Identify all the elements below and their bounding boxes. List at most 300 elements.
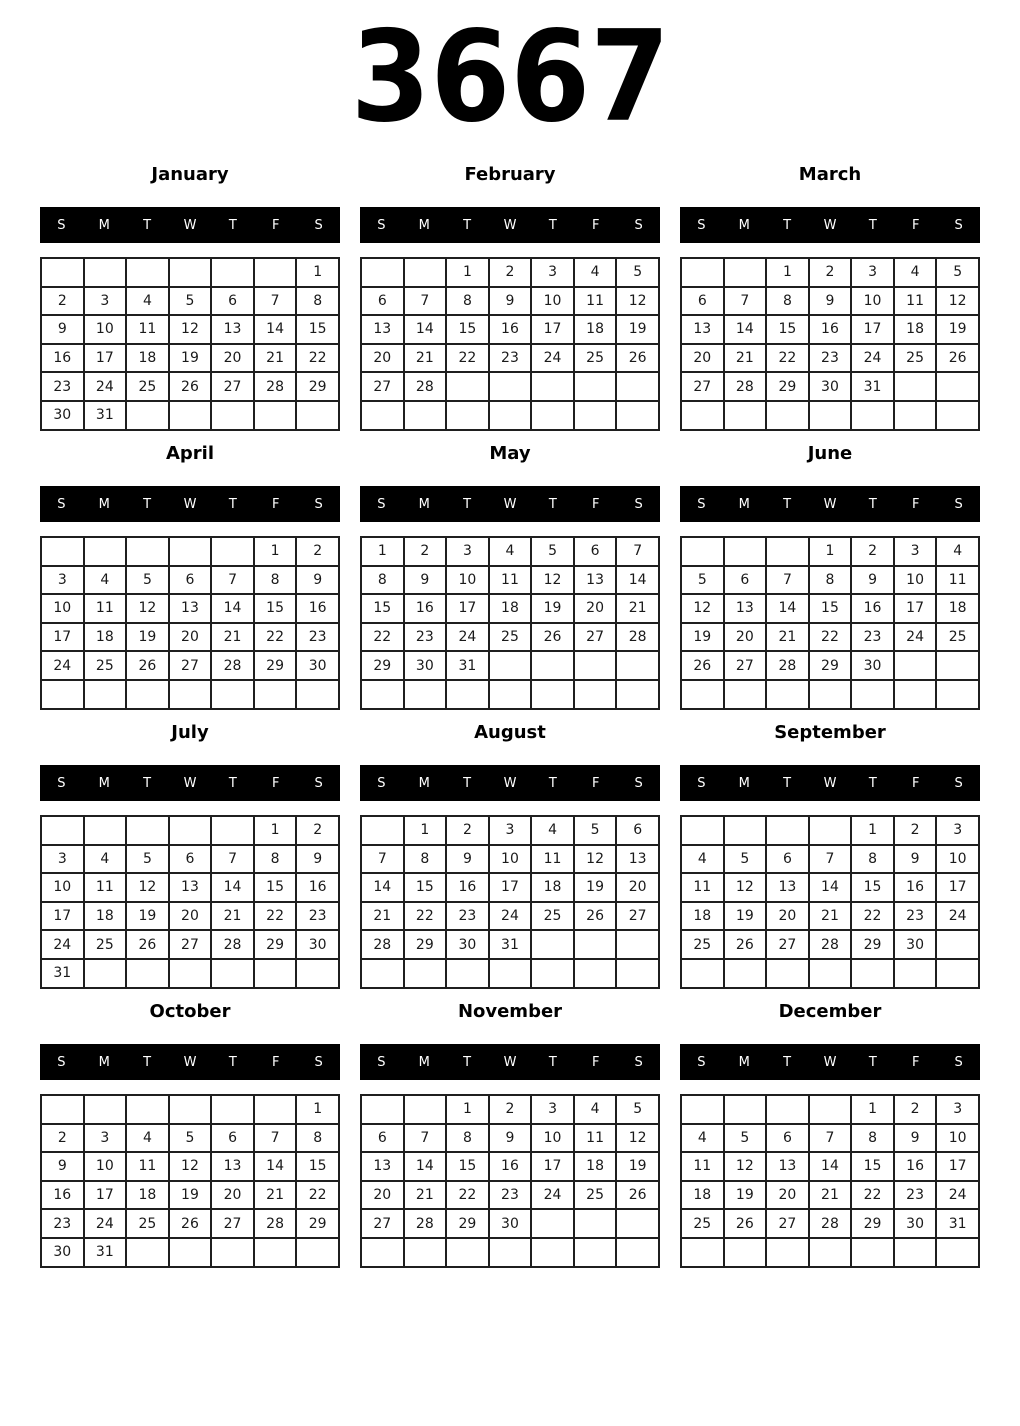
day-cell: 8 [809, 566, 852, 595]
empty-day-cell [766, 1095, 809, 1124]
empty-day-cell [84, 1095, 127, 1124]
weekday-label: S [954, 775, 963, 791]
week-row [681, 651, 979, 680]
empty-day-cell [404, 1095, 447, 1124]
empty-day-cell [724, 959, 767, 988]
weekday-label: F [271, 775, 280, 791]
day-cell: 10 [41, 873, 84, 902]
weekday-label: S [314, 217, 323, 233]
day-cell: 28 [809, 1209, 852, 1238]
weekday-label: W [503, 217, 517, 233]
day-cell: 5 [126, 566, 169, 595]
day-cell: 22 [766, 344, 809, 373]
day-cell: 19 [616, 315, 659, 344]
day-cell: 17 [446, 594, 489, 623]
week-row [681, 372, 979, 401]
day-cell: 17 [41, 623, 84, 652]
day-cell: 18 [126, 1181, 169, 1210]
month-title-april: April [165, 443, 215, 464]
week-row [41, 594, 339, 623]
weekday-label: M [418, 1054, 430, 1070]
week-row [361, 816, 659, 845]
day-cell: 11 [84, 873, 127, 902]
day-cell: 23 [296, 902, 339, 931]
day-cell: 19 [169, 344, 212, 373]
day-cell: 18 [489, 594, 532, 623]
day-cell: 13 [766, 873, 809, 902]
day-cell: 4 [84, 845, 127, 874]
week-row [361, 1209, 659, 1238]
weekday-label: T [548, 1054, 557, 1070]
day-cell: 25 [681, 1209, 724, 1238]
day-cell: 15 [254, 873, 297, 902]
month-days-table [360, 815, 660, 989]
empty-day-cell [766, 959, 809, 988]
empty-day-cell [41, 537, 84, 566]
day-cell: 11 [894, 287, 937, 316]
weekday-label: S [57, 1054, 66, 1070]
empty-day-cell [681, 816, 724, 845]
day-cell: 15 [404, 873, 447, 902]
empty-day-cell [681, 401, 724, 430]
day-cell: 26 [126, 930, 169, 959]
day-cell: 14 [404, 1152, 447, 1181]
day-cell: 25 [126, 1209, 169, 1238]
weekday-label: M [738, 217, 750, 233]
day-cell: 15 [254, 594, 297, 623]
year-title-text: 3667 [350, 3, 670, 150]
empty-day-cell [936, 401, 979, 430]
day-cell: 15 [446, 315, 489, 344]
empty-day-cell [169, 680, 212, 709]
day-cell: 29 [254, 930, 297, 959]
day-cell: 17 [84, 344, 127, 373]
month-block-september [680, 713, 980, 992]
day-cell: 1 [809, 537, 852, 566]
empty-day-cell [211, 258, 254, 287]
day-cell: 30 [894, 1209, 937, 1238]
empty-day-cell [574, 680, 617, 709]
weekday-label: M [98, 1054, 110, 1070]
day-cell: 30 [894, 930, 937, 959]
day-cell: 26 [574, 902, 617, 931]
week-row [681, 258, 979, 287]
weekday-label: T [548, 217, 557, 233]
day-cell: 17 [41, 902, 84, 931]
day-cell: 28 [766, 651, 809, 680]
day-cell: 29 [404, 930, 447, 959]
day-cell: 22 [851, 902, 894, 931]
weekday-label: T [228, 1054, 237, 1070]
empty-day-cell [211, 959, 254, 988]
week-row [361, 258, 659, 287]
empty-day-cell [616, 930, 659, 959]
month-title-november: November [457, 1001, 563, 1022]
weekday-label: W [823, 775, 837, 791]
empty-day-cell [616, 680, 659, 709]
weekday-label: S [57, 496, 66, 512]
day-cell: 28 [724, 372, 767, 401]
day-cell: 15 [809, 594, 852, 623]
day-cell: 30 [809, 372, 852, 401]
empty-day-cell [489, 680, 532, 709]
day-cell: 9 [489, 287, 532, 316]
empty-day-cell [254, 1238, 297, 1267]
empty-day-cell [936, 1238, 979, 1267]
day-cell: 6 [574, 537, 617, 566]
day-cell: 27 [211, 372, 254, 401]
day-cell: 27 [169, 930, 212, 959]
day-cell: 10 [446, 566, 489, 595]
day-cell: 28 [211, 651, 254, 680]
day-cell: 14 [254, 315, 297, 344]
day-cell: 28 [809, 930, 852, 959]
day-cell: 9 [894, 1124, 937, 1153]
weekday-header-row [360, 1044, 660, 1080]
week-row [41, 401, 339, 430]
empty-day-cell [724, 537, 767, 566]
month-title-july: July [171, 722, 209, 743]
day-cell: 15 [766, 315, 809, 344]
weekday-label: S [954, 496, 963, 512]
day-cell: 25 [574, 1181, 617, 1210]
weekday-label: S [314, 1054, 323, 1070]
day-cell: 11 [531, 845, 574, 874]
day-cell: 3 [489, 816, 532, 845]
day-cell: 13 [169, 873, 212, 902]
empty-day-cell [254, 401, 297, 430]
weekday-label: M [98, 496, 110, 512]
day-cell: 22 [446, 1181, 489, 1210]
week-row [361, 537, 659, 566]
day-cell: 30 [404, 651, 447, 680]
day-cell: 18 [681, 1181, 724, 1210]
empty-day-cell [531, 930, 574, 959]
day-cell: 5 [724, 845, 767, 874]
day-cell: 7 [404, 287, 447, 316]
day-cell: 12 [681, 594, 724, 623]
day-cell: 4 [574, 1095, 617, 1124]
day-cell: 5 [169, 287, 212, 316]
day-cell: 23 [41, 372, 84, 401]
day-cell: 7 [211, 845, 254, 874]
week-row [361, 372, 659, 401]
empty-day-cell [936, 372, 979, 401]
empty-day-cell [681, 258, 724, 287]
day-cell: 30 [41, 1238, 84, 1267]
day-cell: 19 [936, 315, 979, 344]
day-cell: 26 [724, 1209, 767, 1238]
day-cell: 20 [361, 344, 404, 373]
month-title-september: September [774, 722, 886, 743]
day-cell: 24 [446, 623, 489, 652]
day-cell: 6 [211, 287, 254, 316]
empty-day-cell [41, 680, 84, 709]
day-cell: 21 [766, 623, 809, 652]
day-cell: 23 [894, 1181, 937, 1210]
day-cell: 5 [724, 1124, 767, 1153]
day-cell: 12 [574, 845, 617, 874]
empty-day-cell [574, 1209, 617, 1238]
day-cell: 25 [126, 372, 169, 401]
empty-day-cell [361, 816, 404, 845]
day-cell: 12 [616, 287, 659, 316]
week-row [41, 680, 339, 709]
week-row [681, 930, 979, 959]
empty-day-cell [894, 1238, 937, 1267]
month-block-march [680, 155, 980, 434]
empty-day-cell [361, 1238, 404, 1267]
week-row [41, 816, 339, 845]
day-cell: 14 [361, 873, 404, 902]
day-cell: 7 [616, 537, 659, 566]
day-cell: 20 [211, 344, 254, 373]
day-cell: 20 [616, 873, 659, 902]
empty-day-cell [574, 401, 617, 430]
day-cell: 8 [851, 845, 894, 874]
day-cell: 30 [296, 930, 339, 959]
day-cell: 3 [851, 258, 894, 287]
month-block-november [360, 992, 660, 1271]
day-cell: 7 [211, 566, 254, 595]
day-cell: 22 [404, 902, 447, 931]
day-cell: 15 [296, 1152, 339, 1181]
day-cell: 12 [126, 594, 169, 623]
day-cell: 27 [361, 1209, 404, 1238]
weekday-label: S [377, 496, 386, 512]
day-cell: 23 [41, 1209, 84, 1238]
week-row [361, 623, 659, 652]
day-cell: 24 [84, 372, 127, 401]
month-block-january [40, 155, 340, 434]
day-cell: 28 [254, 372, 297, 401]
weekday-label: S [57, 775, 66, 791]
day-cell: 29 [766, 372, 809, 401]
day-cell: 25 [936, 623, 979, 652]
week-row [681, 902, 979, 931]
weekday-label: S [634, 1054, 643, 1070]
weekday-label: T [783, 217, 792, 233]
week-row [361, 930, 659, 959]
empty-day-cell [84, 816, 127, 845]
day-cell: 14 [809, 1152, 852, 1181]
month-title-may: May [489, 443, 531, 464]
day-cell: 18 [936, 594, 979, 623]
week-row [41, 1209, 339, 1238]
day-cell: 21 [211, 623, 254, 652]
day-cell: 25 [574, 344, 617, 373]
weekday-label: T [463, 1054, 472, 1070]
empty-day-cell [766, 1238, 809, 1267]
day-cell: 3 [531, 1095, 574, 1124]
day-cell: 21 [809, 902, 852, 931]
empty-day-cell [254, 959, 297, 988]
week-row [41, 873, 339, 902]
day-cell: 25 [84, 930, 127, 959]
weekday-label: W [503, 496, 517, 512]
weekday-header-row [680, 486, 980, 522]
day-cell: 16 [41, 344, 84, 373]
day-cell: 3 [531, 258, 574, 287]
week-row [41, 959, 339, 988]
day-cell: 31 [84, 1238, 127, 1267]
weekday-label: S [314, 775, 323, 791]
weekday-label: W [503, 775, 517, 791]
day-cell: 4 [574, 258, 617, 287]
week-row [41, 902, 339, 931]
day-cell: 2 [446, 816, 489, 845]
month-block-october [40, 992, 340, 1271]
day-cell: 11 [84, 594, 127, 623]
empty-day-cell [41, 816, 84, 845]
day-cell: 9 [296, 566, 339, 595]
weekday-label: S [377, 775, 386, 791]
day-cell: 1 [766, 258, 809, 287]
empty-day-cell [851, 959, 894, 988]
day-cell: 27 [724, 651, 767, 680]
weekday-label: S [57, 217, 66, 233]
day-cell: 19 [616, 1152, 659, 1181]
day-cell: 4 [84, 566, 127, 595]
weekday-label: M [738, 496, 750, 512]
day-cell: 15 [851, 1152, 894, 1181]
month-block-may [360, 434, 660, 713]
empty-day-cell [169, 959, 212, 988]
day-cell: 22 [296, 344, 339, 373]
day-cell: 16 [894, 873, 937, 902]
weekday-label: W [503, 1054, 517, 1070]
day-cell: 18 [574, 315, 617, 344]
empty-day-cell [404, 680, 447, 709]
empty-day-cell [894, 959, 937, 988]
day-cell: 3 [446, 537, 489, 566]
weekday-header-row [40, 486, 340, 522]
day-cell: 9 [446, 845, 489, 874]
week-row [361, 845, 659, 874]
day-cell: 21 [361, 902, 404, 931]
day-cell: 11 [681, 1152, 724, 1181]
week-row [41, 258, 339, 287]
day-cell: 10 [894, 566, 937, 595]
weekday-header-row [40, 1044, 340, 1080]
week-row [681, 816, 979, 845]
empty-day-cell [766, 680, 809, 709]
empty-day-cell [489, 651, 532, 680]
day-cell: 19 [531, 594, 574, 623]
day-cell: 27 [681, 372, 724, 401]
weekday-label: T [228, 775, 237, 791]
day-cell: 4 [126, 1124, 169, 1153]
empty-day-cell [681, 1095, 724, 1124]
weekday-label: S [377, 1054, 386, 1070]
day-cell: 23 [404, 623, 447, 652]
day-cell: 9 [489, 1124, 532, 1153]
empty-day-cell [809, 816, 852, 845]
day-cell: 21 [616, 594, 659, 623]
empty-day-cell [84, 680, 127, 709]
day-cell: 22 [254, 623, 297, 652]
day-cell: 14 [404, 315, 447, 344]
day-cell: 5 [936, 258, 979, 287]
week-row [41, 566, 339, 595]
weekday-label: F [591, 1054, 600, 1070]
day-cell: 4 [531, 816, 574, 845]
weekday-label: F [911, 496, 920, 512]
year-title [0, 3, 1020, 150]
day-cell: 12 [616, 1124, 659, 1153]
day-cell: 6 [361, 287, 404, 316]
weekday-label: M [418, 217, 430, 233]
empty-day-cell [361, 258, 404, 287]
day-cell: 31 [936, 1209, 979, 1238]
empty-day-cell [894, 680, 937, 709]
day-cell: 19 [681, 623, 724, 652]
weekday-header-row [680, 207, 980, 243]
weekday-label: T [548, 775, 557, 791]
day-cell: 23 [809, 344, 852, 373]
day-cell: 8 [296, 1124, 339, 1153]
weekday-label: T [463, 496, 472, 512]
day-cell: 13 [169, 594, 212, 623]
weekday-header-row [680, 1044, 980, 1080]
month-title-december: December [778, 1001, 882, 1022]
day-cell: 5 [574, 816, 617, 845]
week-row [361, 1238, 659, 1267]
day-cell: 25 [531, 902, 574, 931]
day-cell: 7 [254, 1124, 297, 1153]
day-cell: 21 [809, 1181, 852, 1210]
day-cell: 20 [211, 1181, 254, 1210]
month-days-table [40, 257, 340, 431]
day-cell: 23 [489, 344, 532, 373]
weekday-label: T [868, 217, 877, 233]
empty-day-cell [211, 1238, 254, 1267]
month-block-april [40, 434, 340, 713]
day-cell: 21 [211, 902, 254, 931]
day-cell: 8 [446, 287, 489, 316]
week-row [361, 315, 659, 344]
week-row [361, 902, 659, 931]
day-cell: 7 [254, 287, 297, 316]
day-cell: 20 [169, 623, 212, 652]
week-row [681, 594, 979, 623]
weekday-label: F [271, 217, 280, 233]
calendar-grid [0, 155, 1020, 1271]
day-cell: 8 [361, 566, 404, 595]
day-cell: 16 [489, 1152, 532, 1181]
day-cell: 2 [894, 816, 937, 845]
weekday-label: T [783, 1054, 792, 1070]
day-cell: 12 [126, 873, 169, 902]
day-cell: 27 [169, 651, 212, 680]
day-cell: 23 [894, 902, 937, 931]
day-cell: 13 [724, 594, 767, 623]
day-cell: 19 [724, 1181, 767, 1210]
empty-day-cell [404, 959, 447, 988]
empty-day-cell [254, 1095, 297, 1124]
week-row [41, 930, 339, 959]
month-title-march: March [798, 164, 862, 185]
day-cell: 7 [766, 566, 809, 595]
weekday-label: W [183, 1054, 197, 1070]
day-cell: 3 [84, 1124, 127, 1153]
empty-day-cell [126, 680, 169, 709]
day-cell: 7 [809, 845, 852, 874]
empty-day-cell [936, 651, 979, 680]
day-cell: 30 [296, 651, 339, 680]
day-cell: 9 [41, 315, 84, 344]
day-cell: 19 [724, 902, 767, 931]
